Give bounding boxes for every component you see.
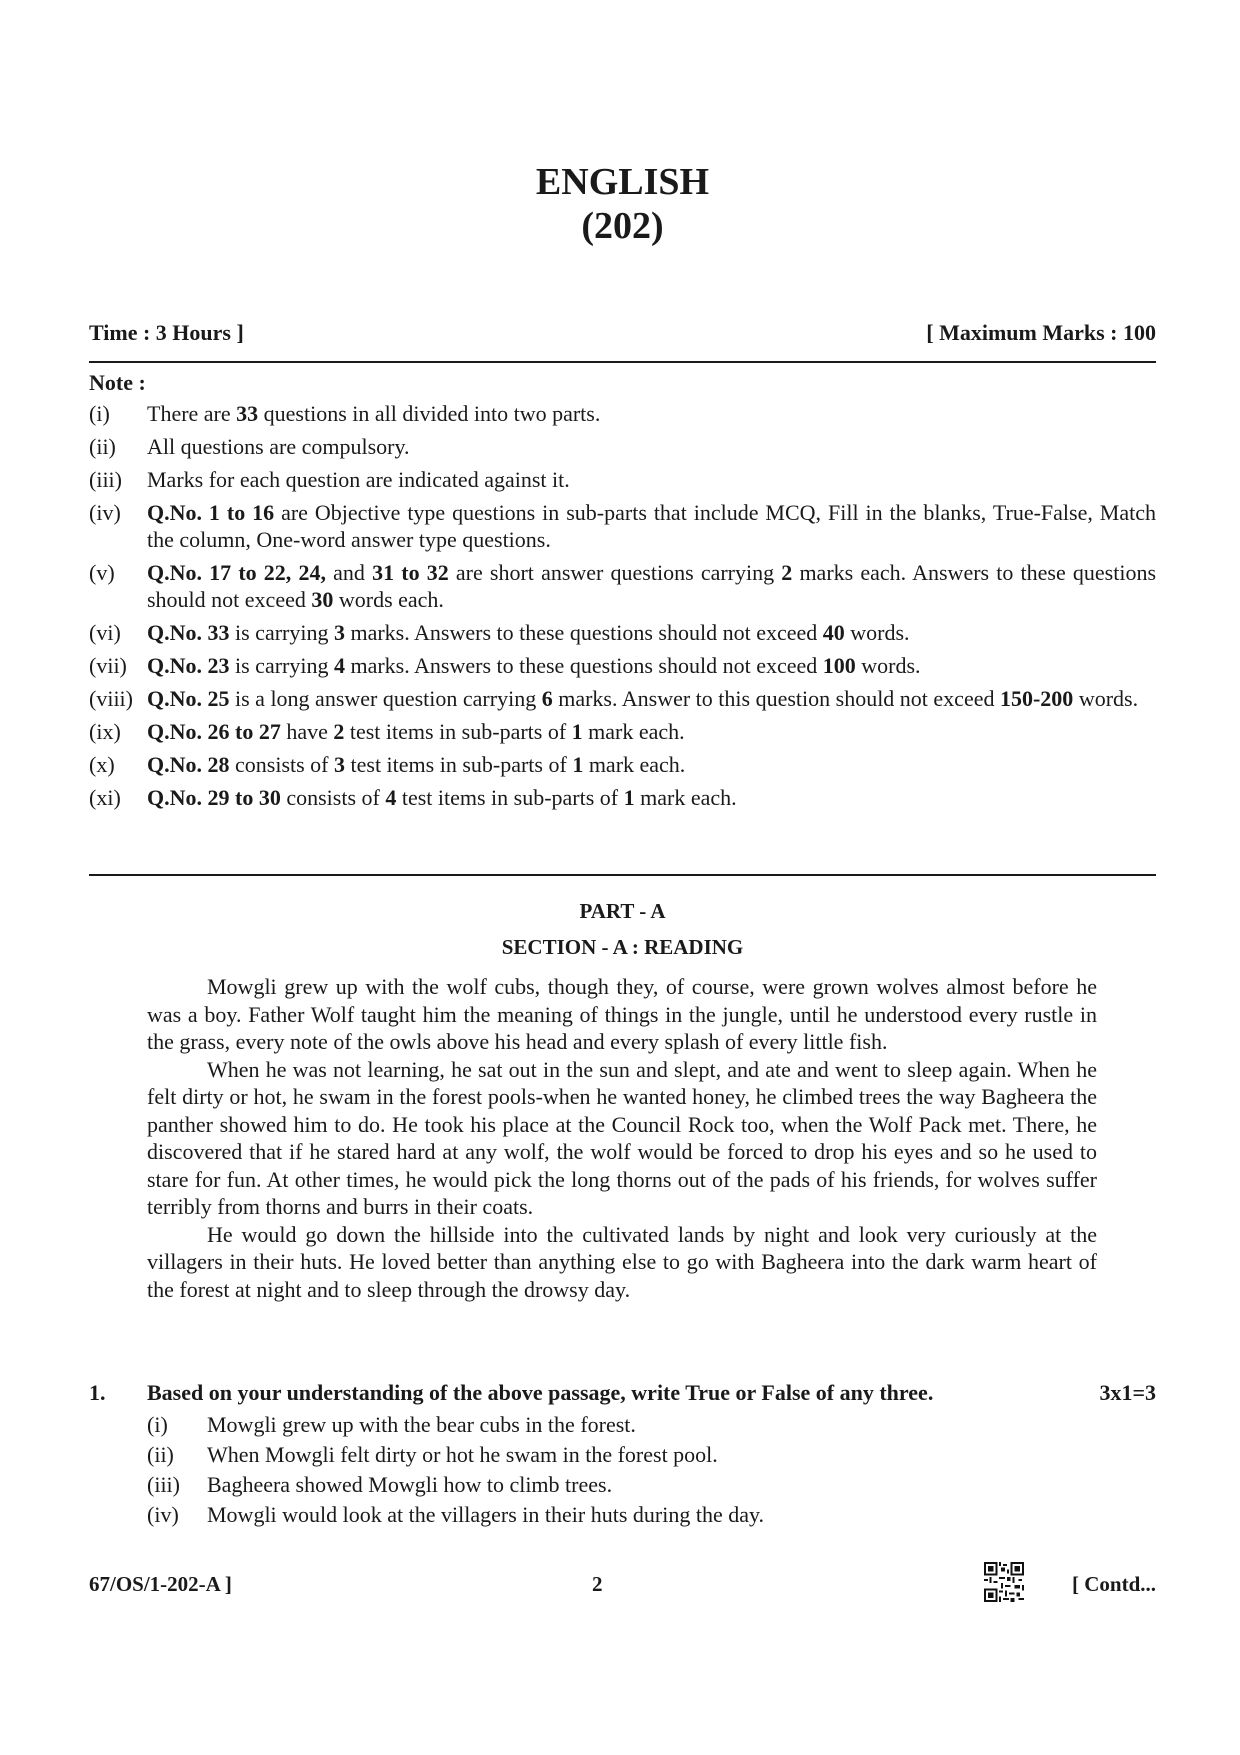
note-number: (ix) — [89, 719, 121, 744]
section-title: SECTION - A : READING — [501, 935, 744, 959]
passage-paragraph: He would go down the hillside into the cultivated lands by night and look very curiously at the villagers in their huts. He loved better than anything else to go with Bagheera into the dark warm heart of the forest at night and to sleep through the drowsy day. — [147, 1221, 1097, 1302]
option-number: (iii) — [147, 1472, 180, 1497]
note-item — [89, 652, 1156, 679]
note-text: There are 33 questions in all divided into two parts. — [147, 401, 601, 426]
option-text: Mowgli grew up with the bear cubs in the forest. — [207, 1412, 636, 1437]
note-text: Q.No. 26 to 27 have 2 test items in sub-parts of 1 mark each. — [147, 719, 685, 744]
note-heading: Note : — [89, 370, 146, 395]
option-number: (i) — [147, 1412, 168, 1437]
note-number: (i) — [89, 401, 110, 426]
question-text: Based on your understanding of the above passage, write True or False of any three. — [147, 1380, 934, 1405]
option-number: (iv) — [147, 1502, 179, 1527]
note-item — [89, 718, 1156, 745]
subject-title: ENGLISH — [535, 161, 710, 203]
passage-paragraph: Mowgli grew up with the wolf cubs, though they, of course, were grown wolves almost before he was a boy. Father Wolf taught him the meaning of things in the jungle, until he understood every rustle in the grass, every note of the owls above his head and every splash of every little fish. — [147, 974, 1097, 1054]
max-marks-label: [ Maximum Marks : 100 — [926, 320, 1156, 345]
question-marks: 3x1=3 — [1099, 1380, 1156, 1405]
page-footer — [89, 1562, 1156, 1606]
note-text: Q.No. 23 is carrying 4 marks. Answers to these questions should not exceed 100 words. — [147, 653, 921, 678]
note-text: Q.No. 28 consists of 3 test items in sub-parts of 1 mark each. — [147, 752, 686, 777]
exam-page — [89, 0, 1156, 1755]
page-number: 2 — [592, 1572, 603, 1596]
paper-code: 67/OS/1-202-A ] — [89, 1572, 232, 1596]
note-text: Q.No. 1 to 16 are Objective type questions in sub-parts that include MCQ, Fill in the blanks, True-False, Match the column, One-word answer type questions. — [147, 500, 1156, 552]
note-text: Q.No. 29 to 30 consists of 4 test items in sub-parts of 1 mark each. — [147, 785, 737, 810]
note-text: Q.No. 25 is a long answer question carrying 6 marks. Answer to this question should not exceed 150-200 words. — [147, 686, 1139, 711]
note-item — [89, 685, 1156, 712]
note-list — [89, 400, 1156, 817]
question-options — [147, 1410, 1156, 1530]
option-item — [147, 1410, 1156, 1440]
note-text: Q.No. 17 to 22, 24, and 31 to 32 are short answer questions carrying 2 marks each. Answers to these questions should not exceed 30 words each. — [147, 560, 1157, 612]
note-item — [89, 400, 1156, 427]
note-number: (vii) — [89, 653, 127, 678]
option-text: When Mowgli felt dirty or hot he swam in the forest pool. — [207, 1442, 718, 1467]
note-text: Marks for each question are indicated against it. — [147, 467, 570, 492]
passage-paragraph: When he was not learning, he sat out in the sun and slept, and ate and went to sleep again. When he felt dirty or hot, he swam in the forest pools-when he wanted honey, he climbed trees the way Bagheera the panther showed him to do. He took his place at the Council Rock too, when the Wolf Pack met. There, he discovered that if he stared hard at any wolf, the wolf would be forced to drop his eyes and so he used to stare for fun. At other times, he would pick the long thorns out of the pads of his friends, for wolves suffer terribly from thorns and burrs in their coats. — [147, 1056, 1097, 1219]
note-item — [89, 466, 1156, 493]
note-text: Q.No. 33 is carrying 3 marks. Answers to these questions should not exceed 40 words. — [147, 620, 910, 645]
option-text: Mowgli would look at the villagers in their huts during the day. — [207, 1502, 765, 1527]
continued-label: [ Contd... — [1071, 1572, 1156, 1596]
note-item — [89, 784, 1156, 811]
option-number: (ii) — [147, 1442, 174, 1467]
question-number: 1. — [89, 1380, 106, 1405]
paper-title — [89, 160, 1156, 248]
middle-divider — [89, 874, 1156, 876]
time-label: Time : 3 Hours ] — [89, 320, 244, 345]
option-text: Bagheera showed Mowgli how to climb trees. — [207, 1472, 613, 1497]
note-text: All questions are compulsory. — [147, 434, 410, 459]
question-1 — [89, 1380, 1156, 1530]
note-number: (ii) — [89, 434, 116, 459]
top-divider — [89, 361, 1156, 363]
option-item — [147, 1440, 1156, 1470]
meta-row — [89, 320, 1156, 346]
note-item — [89, 619, 1156, 646]
question-header — [89, 1380, 1156, 1406]
part-heading — [89, 893, 1156, 965]
note-number: (v) — [89, 560, 115, 585]
note-number: (vi) — [89, 620, 121, 645]
note-item — [89, 433, 1156, 460]
qr-code-icon — [984, 1562, 1024, 1602]
note-number: (iv) — [89, 500, 121, 525]
note-item — [89, 559, 1156, 613]
note-number: (iii) — [89, 467, 122, 492]
part-title: PART - A — [579, 899, 666, 923]
reading-passage — [147, 973, 1097, 1303]
subject-code: (202) — [581, 205, 664, 247]
note-number: (viii) — [89, 686, 133, 711]
option-item — [147, 1500, 1156, 1530]
option-item — [147, 1470, 1156, 1500]
note-item — [89, 751, 1156, 778]
note-number: (x) — [89, 752, 115, 777]
note-number: (xi) — [89, 785, 121, 810]
note-item — [89, 499, 1156, 553]
